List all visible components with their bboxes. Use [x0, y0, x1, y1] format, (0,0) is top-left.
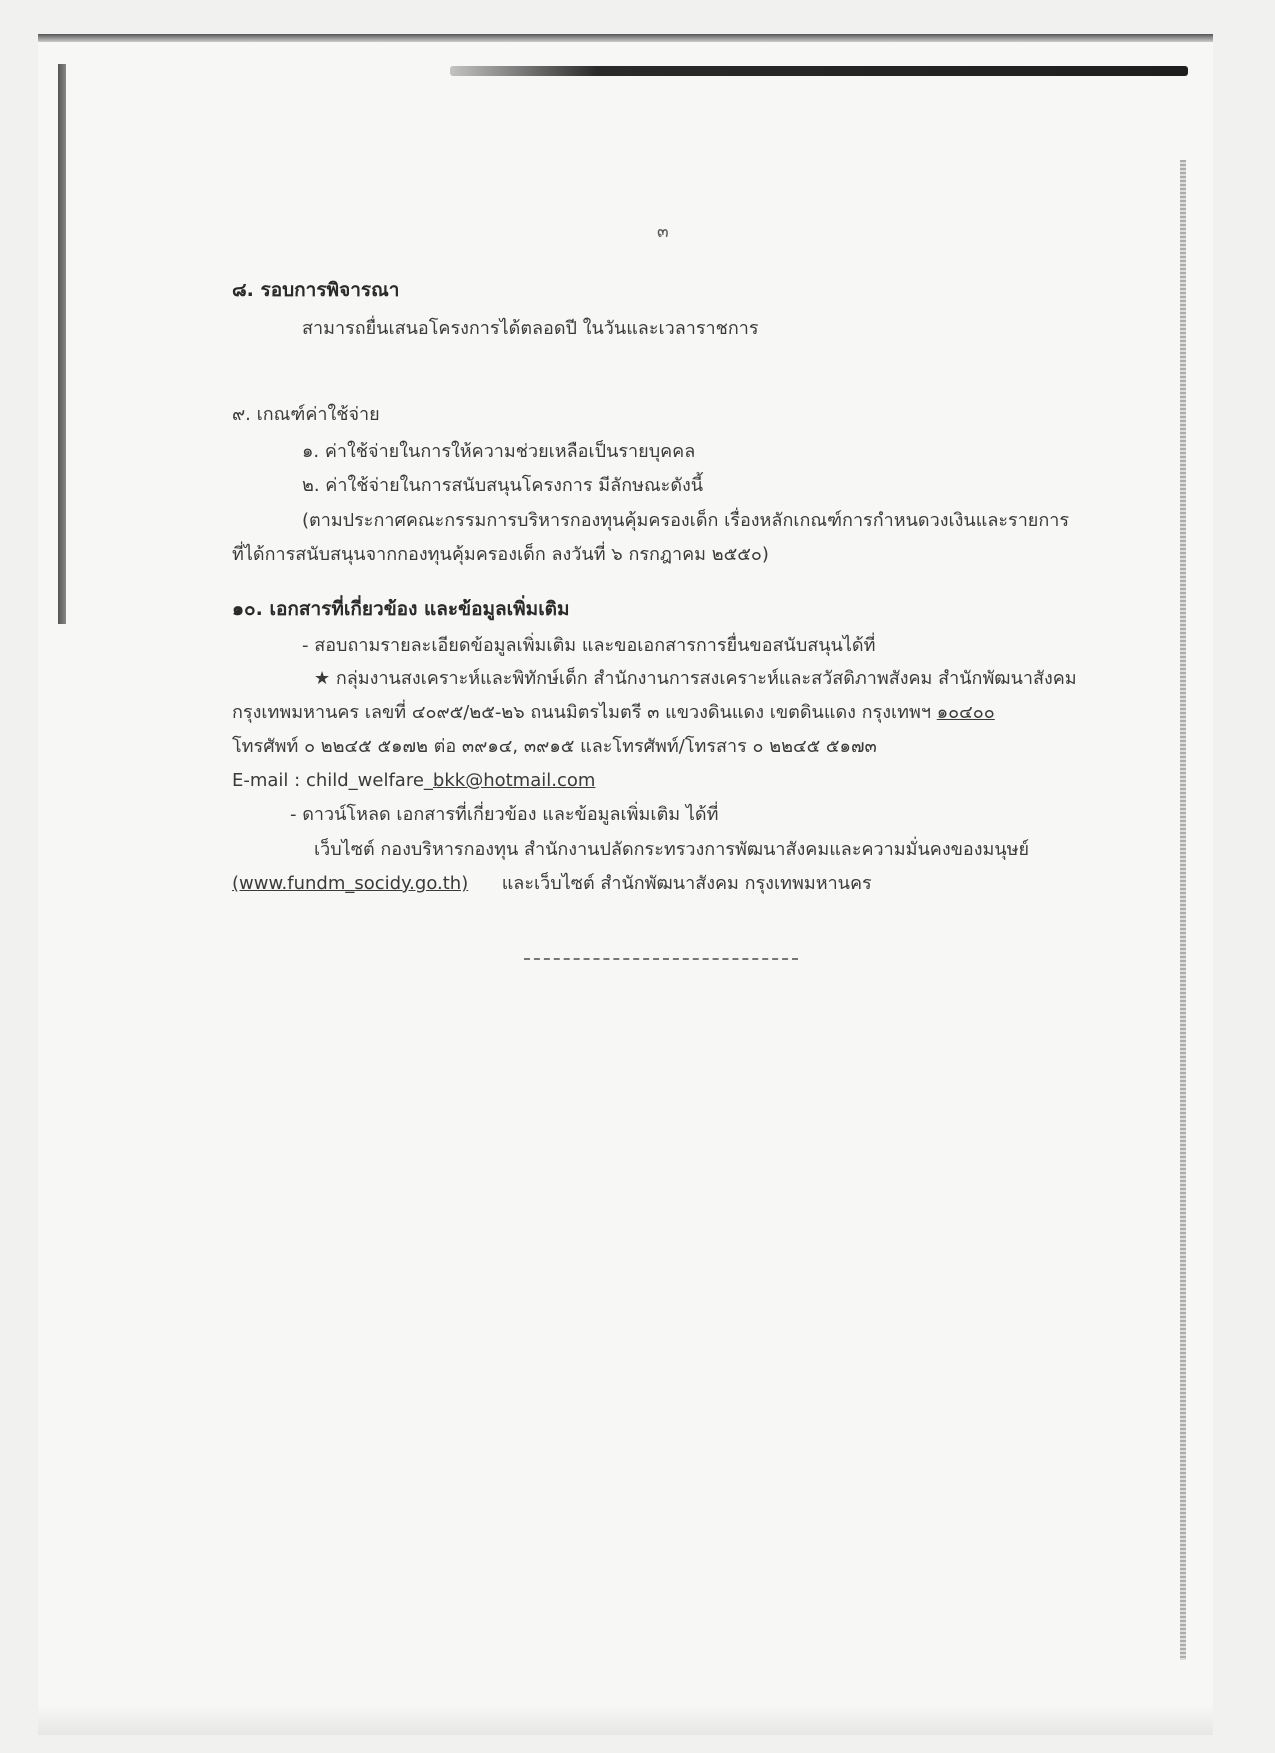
- section-8-body: สามารถยื่นเสนอโครงการได้ตลอดปี ในวันและเวลาราชการ: [302, 318, 759, 339]
- section-8-heading: ๘. รอบการพิจารณา: [232, 279, 400, 301]
- section-10-heading: ๑๐. เอกสารที่เกี่ยวข้อง และข้อมูลเพิ่มเติม: [232, 598, 570, 620]
- page-number: ๓: [657, 222, 669, 242]
- end-divider: [524, 958, 798, 960]
- top-scan-edge: [38, 34, 1213, 42]
- website-link[interactable]: (www.fundm_socidy.go.th): [232, 873, 469, 894]
- left-scan-edge: [58, 64, 66, 624]
- bottom-scan-edge: [38, 1705, 1213, 1735]
- inquiry-line: - สอบถามรายละเอียดข้อมูลเพิ่มเติม และขอเอกสารการยื่นขอสนับสนุนได้ที่: [302, 635, 876, 656]
- section-9-item-1: ๑. ค่าใช้จ่ายในการให้ความช่วยเหลือเป็นรายบุคคล: [302, 441, 696, 462]
- email-link[interactable]: bkk@hotmail.com: [432, 770, 596, 791]
- download-line: - ดาวน์โหลด เอกสารที่เกี่ยวข้อง และข้อมูลเพิ่มเติม ได้ที่: [290, 804, 719, 825]
- address-line-2: [232, 701, 995, 725]
- header-rule: [450, 66, 1188, 76]
- section-9-heading: ๙. เกณฑ์ค่าใช้จ่าย: [232, 404, 380, 425]
- section-9-item-2: ๒. ค่าใช้จ่ายในการสนับสนุนโครงการ มีลักษณะดังนี้: [302, 475, 704, 496]
- phone-line: โทรศัพท์ ๐ ๒๒๔๕ ๕๑๗๒ ต่อ ๓๙๑๔, ๓๙๑๕ และโทรศัพท์/โทรสาร ๐ ๒๒๔๕ ๕๑๗๓: [232, 736, 877, 757]
- section-9-note-line-2: ที่ได้การสนับสนุนจากกองทุนคุ้มครองเด็ก ลงวันที่ ๖ กรกฎาคม ๒๕๕๐): [232, 544, 769, 565]
- email-label: E-mail : child_welfare_: [232, 770, 433, 791]
- address-line-1: ★ กลุ่มงานสงเคราะห์และพิทักษ์เด็ก สำนักงานการสงเคราะห์และสวัสดิภาพสังคม สำนักพัฒนาสังคม: [314, 668, 1077, 689]
- website-line-2: [232, 872, 872, 896]
- address-text: กรุงเทพมหานคร เลขที่ ๔๐๙๕/๒๕-๒๖ ถนนมิตรไมตรี ๓ แขวงดินแดง เขตดินแดง กรุงเทพฯ: [232, 702, 932, 723]
- right-scan-edge: [1180, 160, 1186, 1660]
- section-9-note-line-1: (ตามประกาศคณะกรรมการบริหารกองทุนคุ้มครองเด็ก เรื่องหลักเกณฑ์การกำหนดวงเงินและรายการ: [302, 510, 1070, 531]
- postcode: ๑๐๔๐๐: [936, 702, 995, 723]
- website-line-1: เว็บไซต์ กองบริหารกองทุน สำนักงานปลัดกระทรวงการพัฒนาสังคมและความมั่นคงของมนุษย์: [314, 839, 1030, 860]
- website-rest: และเว็บไซต์ สำนักพัฒนาสังคม กรุงเทพมหานคร: [501, 873, 872, 894]
- email-line: [232, 769, 595, 793]
